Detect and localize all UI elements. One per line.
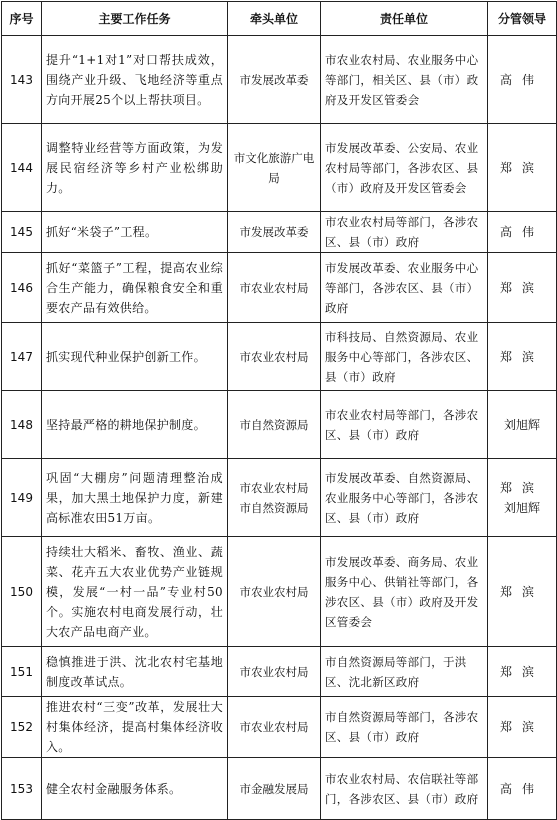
supervisor-name: 刘旭辉 (503, 500, 540, 515)
supervisor-cell (488, 212, 557, 253)
header-resp-unit: 责任单位 (321, 2, 488, 36)
supervisor-name: 刘旭辉 (503, 417, 540, 432)
supervisor-name: 郑滨 (499, 280, 544, 295)
row-number: 147 (2, 323, 42, 391)
row-number: 153 (2, 758, 42, 820)
lead-unit-cell (228, 391, 321, 459)
lead-unit-line: 市文化旅游广电局 (233, 150, 315, 185)
supervisor-cell (488, 758, 557, 820)
lead-unit-line: 市发展改革委 (239, 225, 309, 239)
task-cell: 持续壮大稻米、畜牧、渔业、蔬菜、花卉五大农业优势产业链规模，发展“一村一品”专业村50个。实施农村电商发展行动，壮大农产品电商产业。 (42, 537, 228, 647)
task-cell: 推进农村“三变”改革，发展壮大村集体经济，提高村集体经济收入。 (42, 697, 228, 758)
row-number: 149 (2, 459, 42, 537)
supervisor-name: 郑滨 (499, 584, 544, 599)
row-number: 151 (2, 647, 42, 697)
lead-unit-cell (228, 647, 321, 697)
lead-unit-cell (228, 36, 321, 124)
header-row (2, 2, 557, 36)
supervisor-name: 高伟 (499, 781, 544, 796)
lead-unit-cell (228, 253, 321, 323)
lead-unit-cell (228, 758, 321, 820)
resp-unit-cell: 市自然资源局等部门，各涉农区、县（市）政府 (321, 697, 488, 758)
resp-unit-cell: 市自然资源局等部门，于洪区、沈北新区政府 (321, 647, 488, 697)
supervisor-name: 郑滨 (499, 349, 544, 364)
supervisor-name: 高伟 (499, 225, 544, 239)
lead-unit-line: 市农业农村局 (239, 584, 309, 599)
resp-unit-cell: 市农业农村局、农信联社等部门，各涉农区、县（市）政府 (321, 758, 488, 820)
table-row (2, 537, 557, 647)
resp-unit-cell: 市农业农村局等部门，各涉农区、县（市）政府 (321, 212, 488, 253)
table-body (2, 36, 557, 820)
task-cell: 提升“1+1对1”对口帮扶成效，围绕产业升级、飞地经济等重点方向开展25个以上帮扶项目。 (42, 36, 228, 124)
lead-unit-cell (228, 323, 321, 391)
task-cell: 调整特业经营等方面政策，为发展民宿经济等乡村产业松绑助力。 (42, 124, 228, 212)
lead-unit-line: 市自然资源局 (239, 500, 309, 515)
resp-unit-cell: 市发展改革委、公安局、农业农村局等部门，各涉农区、县（市）政府及开发区管委会 (321, 124, 488, 212)
row-number: 150 (2, 537, 42, 647)
supervisor-cell (488, 391, 557, 459)
resp-unit-cell: 市农业农村局等部门，各涉农区、县（市）政府 (321, 391, 488, 459)
supervisor-cell (488, 253, 557, 323)
resp-unit-cell: 市发展改革委、自然资源局、农业服务中心等部门，各涉农区、县（市）政府 (321, 459, 488, 537)
lead-unit-cell (228, 697, 321, 758)
header-no: 序号 (2, 2, 42, 36)
table-row (2, 459, 557, 537)
task-cell: 坚持最严格的耕地保护制度。 (42, 391, 228, 459)
table-row (2, 253, 557, 323)
task-table (1, 1, 557, 820)
lead-unit-cell (228, 459, 321, 537)
table-row (2, 697, 557, 758)
row-number: 148 (2, 391, 42, 459)
header-task: 主要工作任务 (42, 2, 228, 36)
row-number: 143 (2, 36, 42, 124)
lead-unit-line: 市农业农村局 (239, 664, 309, 679)
lead-unit-line: 市农业农村局 (239, 349, 309, 364)
supervisor-cell (488, 537, 557, 647)
task-cell: 巩固“大棚房”问题清理整治成果，加大黑土地保护力度，新建高标准农田51万亩。 (42, 459, 228, 537)
lead-unit-cell (228, 537, 321, 647)
lead-unit-cell (228, 124, 321, 212)
supervisor-cell (488, 459, 557, 537)
lead-unit-line: 市农业农村局 (239, 280, 309, 295)
row-number: 145 (2, 212, 42, 253)
task-cell: 健全农村金融服务体系。 (42, 758, 228, 820)
row-number: 144 (2, 124, 42, 212)
header-lead-unit: 牵头单位 (228, 2, 321, 36)
table-row (2, 647, 557, 697)
lead-unit-line: 市金融发展局 (239, 781, 309, 796)
task-cell: 抓好“菜篮子”工程，提高农业综合生产能力，确保粮食安全和重要农产品有效供给。 (42, 253, 228, 323)
resp-unit-cell: 市发展改革委、农业服务中心等部门，各涉农区、县（市）政府 (321, 253, 488, 323)
supervisor-name: 郑滨 (499, 664, 544, 679)
resp-unit-cell: 市农业农村局、农业服务中心等部门，相关区、县（市）政府及开发区管委会 (321, 36, 488, 124)
table-row (2, 124, 557, 212)
lead-unit-cell (228, 212, 321, 253)
lead-unit-line: 市农业农村局 (239, 720, 309, 734)
supervisor-name: 郑滨 (499, 480, 544, 495)
supervisor-name: 高伟 (499, 72, 544, 87)
supervisor-cell (488, 36, 557, 124)
supervisor-cell (488, 697, 557, 758)
supervisor-cell (488, 647, 557, 697)
table-row (2, 391, 557, 459)
supervisor-cell (488, 323, 557, 391)
lead-unit-line: 市农业农村局 (239, 480, 309, 495)
table-row (2, 758, 557, 820)
supervisor-name: 郑滨 (499, 160, 544, 175)
lead-unit-line: 市自然资源局 (239, 417, 309, 432)
supervisor-name: 郑滨 (499, 720, 544, 734)
task-cell: 抓实现代种业保护创新工作。 (42, 323, 228, 391)
header-supervisor: 分管领导 (488, 2, 557, 36)
table-row (2, 323, 557, 391)
row-number: 146 (2, 253, 42, 323)
lead-unit-line: 市发展改革委 (239, 72, 309, 87)
row-number: 152 (2, 697, 42, 758)
table-row (2, 212, 557, 253)
task-cell: 稳慎推进于洪、沈北农村宅基地制度改革试点。 (42, 647, 228, 697)
supervisor-cell (488, 124, 557, 212)
resp-unit-cell: 市科技局、自然资源局、农业服务中心等部门，各涉农区、县（市）政府 (321, 323, 488, 391)
task-cell: 抓好“米袋子”工程。 (42, 212, 228, 253)
table-row (2, 36, 557, 124)
resp-unit-cell: 市发展改革委、商务局、农业服务中心、供销社等部门，各涉农区、县（市）政府及开发区管委会 (321, 537, 488, 647)
